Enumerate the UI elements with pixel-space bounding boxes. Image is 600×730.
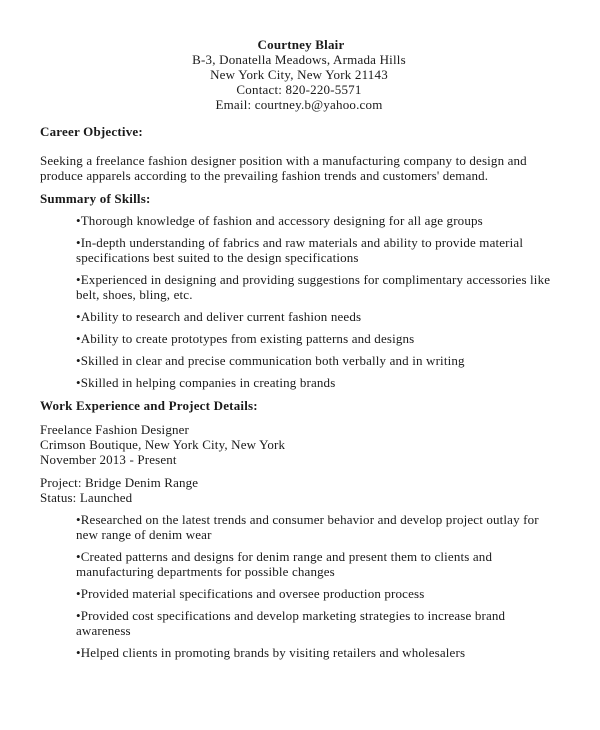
project-status: Status: Launched — [40, 490, 133, 505]
work-list — [40, 512, 560, 660]
objective-heading: Career Objective: — [40, 124, 143, 139]
skill-item: • Skilled in helping companies in creating brands — [76, 375, 560, 390]
skill-item: • Thorough knowledge of fashion and accessory designing for all age groups — [76, 213, 560, 228]
job-dates: November 2013 - Present — [40, 452, 177, 467]
skill-item: • Experienced in designing and providing suggestions for complimentary accessories like belt, shoes, bling, etc. — [76, 272, 560, 302]
work-item: • Created patterns and designs for denim range and present them to clients and manufacturing departments for possible changes — [76, 549, 560, 579]
address-line-1: B-3, Donatella Meadows, Armada Hills — [192, 52, 406, 67]
work-heading: Work Experience and Project Details: — [40, 398, 258, 413]
skill-item: • Skilled in clear and precise communication both verbally and in writing — [76, 353, 560, 368]
resume-header — [0, 37, 600, 112]
work-item: • Helped clients in promoting brands by visiting retailers and wholesalers — [76, 645, 560, 660]
job-role: Freelance Fashion Designer — [40, 422, 190, 437]
address-line-2: New York City, New York 21143 — [210, 67, 388, 82]
candidate-name: Courtney Blair — [257, 37, 345, 52]
skills-list — [40, 213, 560, 390]
work-item: • Provided cost specifications and develop marketing strategies to increase brand awareness — [76, 608, 560, 638]
skill-item: • In-depth understanding of fabrics and raw materials and ability to provide material specifications best suited to the design specifications — [76, 235, 560, 265]
skills-heading: Summary of Skills: — [40, 191, 151, 206]
skill-item: • Ability to research and deliver current fashion needs — [76, 309, 560, 324]
objective-text: Seeking a freelance fashion designer position with a manufacturing company to design and produce apparels according to the prevailing fashion trends and customers' demand. — [40, 153, 527, 183]
job-company: Crimson Boutique, New York City, New York — [40, 437, 286, 452]
contact-email: Email: courtney.b@yahoo.com — [215, 97, 383, 112]
skill-item: • Ability to create prototypes from existing patterns and designs — [76, 331, 560, 346]
contact-phone: Contact: 820-220-5571 — [236, 82, 362, 97]
work-item: • Provided material specifications and oversee production process — [76, 586, 560, 601]
project-name: Project: Bridge Denim Range — [40, 475, 199, 490]
work-item: • Researched on the latest trends and consumer behavior and develop project outlay for new range of denim wear — [76, 512, 560, 542]
resume-body — [40, 124, 560, 660]
